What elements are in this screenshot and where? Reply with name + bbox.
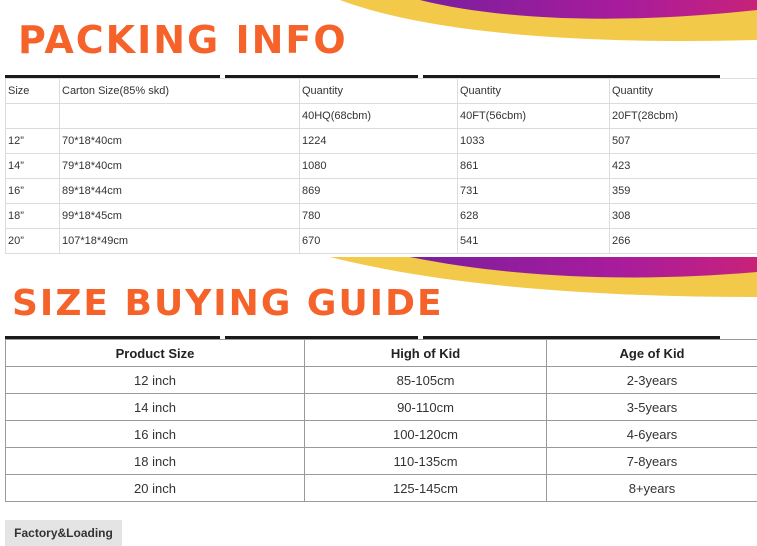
table-row xyxy=(6,204,757,229)
table-cell: 1224 xyxy=(300,129,458,154)
header-cell: 20FT(28cbm) xyxy=(610,104,757,129)
packing-table xyxy=(5,78,757,254)
table-cell: 266 xyxy=(610,229,757,254)
table-row xyxy=(6,229,757,254)
header-cell: Age of Kid xyxy=(547,340,757,367)
table-cell: 110-135cm xyxy=(305,448,547,475)
header-cell: Product Size xyxy=(6,340,305,367)
table-row xyxy=(6,448,757,475)
table-row xyxy=(6,154,757,179)
table-cell: 14” xyxy=(6,154,60,179)
table-cell: 861 xyxy=(458,154,610,179)
table-row xyxy=(6,394,757,421)
header-cell xyxy=(60,104,300,129)
table-cell: 12 inch xyxy=(6,367,305,394)
table-cell: 7-8years xyxy=(547,448,757,475)
table-cell: 4-6years xyxy=(547,421,757,448)
table-cell: 16 inch xyxy=(6,421,305,448)
table-cell: 3-5years xyxy=(547,394,757,421)
table-cell: 20” xyxy=(6,229,60,254)
table-cell: 18 inch xyxy=(6,448,305,475)
table-cell: 1033 xyxy=(458,129,610,154)
table-cell: 2-3years xyxy=(547,367,757,394)
table-cell: 20 inch xyxy=(6,475,305,502)
table-cell: 14 inch xyxy=(6,394,305,421)
table-cell: 100-120cm xyxy=(305,421,547,448)
table-row xyxy=(6,179,757,204)
header-cell: Quantity xyxy=(300,79,458,104)
table-cell: 107*18*49cm xyxy=(60,229,300,254)
table-header-row xyxy=(6,79,757,104)
table-cell: 541 xyxy=(458,229,610,254)
factory-loading-tab[interactable]: Factory&Loading xyxy=(5,520,122,546)
table-row xyxy=(6,129,757,154)
header-cell: Quantity xyxy=(610,79,757,104)
table-cell: 359 xyxy=(610,179,757,204)
packing-info-title: PACKING INFO xyxy=(18,18,348,62)
table-cell: 423 xyxy=(610,154,757,179)
table-cell: 90-110cm xyxy=(305,394,547,421)
table-header-row xyxy=(6,340,757,367)
header-cell: High of Kid xyxy=(305,340,547,367)
table-cell: 85-105cm xyxy=(305,367,547,394)
size-guide-banner xyxy=(0,257,757,335)
table-cell: 16” xyxy=(6,179,60,204)
table-cell: 8+years xyxy=(547,475,757,502)
packing-info-banner xyxy=(0,0,757,78)
table-cell: 12” xyxy=(6,129,60,154)
table-cell: 18” xyxy=(6,204,60,229)
table-cell: 79*18*40cm xyxy=(60,154,300,179)
table-row xyxy=(6,475,757,502)
table-cell: 507 xyxy=(610,129,757,154)
table-row xyxy=(6,367,757,394)
table-cell: 99*18*45cm xyxy=(60,204,300,229)
table-row xyxy=(6,421,757,448)
header-cell: Quantity xyxy=(458,79,610,104)
table-cell: 89*18*44cm xyxy=(60,179,300,204)
table-cell: 731 xyxy=(458,179,610,204)
table-cell: 670 xyxy=(300,229,458,254)
table-cell: 780 xyxy=(300,204,458,229)
header-cell: Carton Size(85% skd) xyxy=(60,79,300,104)
table-cell: 1080 xyxy=(300,154,458,179)
header-cell: 40HQ(68cbm) xyxy=(300,104,458,129)
table-cell: 628 xyxy=(458,204,610,229)
header-cell: 40FT(56cbm) xyxy=(458,104,610,129)
size-guide-title: SIZE BUYING GUIDE xyxy=(12,283,444,324)
table-cell: 869 xyxy=(300,179,458,204)
size-guide-table xyxy=(5,339,757,502)
table-cell: 308 xyxy=(610,204,757,229)
table-header-row xyxy=(6,104,757,129)
table-cell: 70*18*40cm xyxy=(60,129,300,154)
table-cell: 125-145cm xyxy=(305,475,547,502)
header-cell: Size xyxy=(6,79,60,104)
header-cell xyxy=(6,104,60,129)
